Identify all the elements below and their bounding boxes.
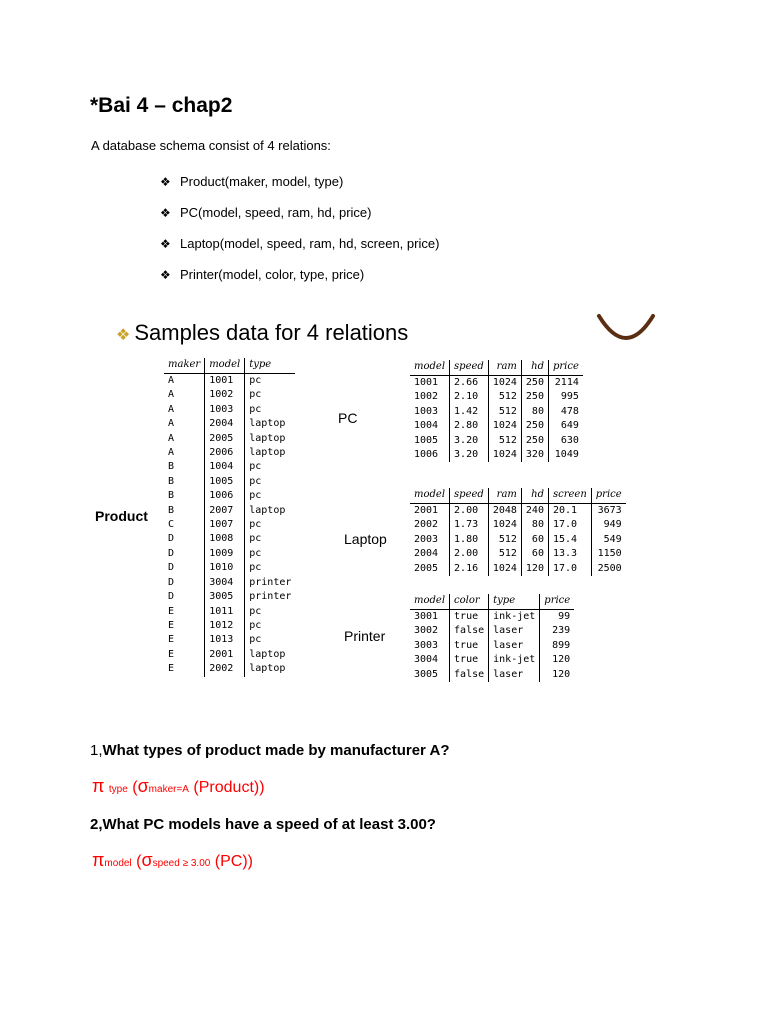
table-cell: 549 (603, 533, 622, 545)
table-row (164, 619, 295, 633)
table-cell: pc (249, 490, 262, 502)
list-item (160, 259, 439, 290)
table-cell: 949 (603, 519, 622, 531)
diamond-bullet-icon: ❖ (116, 327, 131, 344)
table-cell: pc (249, 605, 262, 617)
table-cell: 2005 (205, 432, 245, 446)
question-2 (90, 816, 436, 833)
table-cell: 2003 (410, 533, 450, 547)
table-cell: 649 (560, 420, 579, 432)
column-header: color (450, 594, 489, 610)
list-item (160, 228, 439, 259)
question-text: What types of product made by manufacturer A? (102, 742, 450, 759)
column-header: price (591, 488, 625, 504)
table-cell: 1007 (205, 518, 245, 532)
table-cell: pc (249, 389, 262, 401)
projection-attr: type (108, 784, 128, 795)
column-header: hd (521, 360, 548, 376)
table-cell: pc (249, 634, 262, 646)
laptop-table (410, 488, 626, 576)
table-cell: D (164, 532, 205, 546)
table-cell: 17.0 (548, 562, 591, 576)
table-cell: 2002 (205, 662, 245, 676)
table-row (410, 562, 626, 576)
relation-text: PC(model, speed, ram, hd, price) (180, 205, 372, 220)
table-cell: laser (489, 624, 540, 638)
table-cell: 1004 (205, 460, 245, 474)
table-cell: false (450, 624, 489, 638)
column-header: maker (164, 358, 205, 374)
table-cell: 2.80 (450, 419, 489, 433)
table-cell: 1002 (205, 388, 245, 402)
figure-title (116, 320, 408, 346)
table-cell: E (164, 662, 205, 676)
table-cell: laser (489, 639, 540, 653)
table-cell: 3005 (410, 668, 450, 682)
table-cell: 3005 (205, 590, 245, 604)
table-cell: pc (249, 375, 262, 386)
laptop-label: Laptop (344, 531, 387, 547)
column-header: model (410, 488, 450, 504)
table-row (410, 668, 574, 682)
table-cell: B (164, 460, 205, 474)
table-cell: 1004 (410, 419, 450, 433)
column-header: price (540, 594, 574, 610)
table-cell: pc (249, 533, 262, 545)
pc-table (410, 360, 583, 462)
table-cell: 2001 (205, 648, 245, 662)
table-cell: 2500 (597, 562, 622, 574)
table-cell: 2005 (410, 562, 450, 576)
table-cell: 2114 (554, 377, 579, 388)
table-cell: 1002 (410, 390, 450, 404)
table-row (164, 475, 295, 489)
pi-symbol: π (92, 776, 105, 796)
diamond-bullet-icon: ❖ (160, 205, 171, 220)
table-cell: A (164, 374, 205, 389)
table-cell: 60 (521, 533, 548, 547)
table-cell: 60 (521, 547, 548, 561)
table-cell: 1003 (205, 403, 245, 417)
relation-operand: (PC)) (210, 853, 253, 870)
table-row (410, 504, 626, 519)
sample-data-figure (90, 312, 670, 692)
sigma-symbol: σ (141, 850, 153, 870)
table-cell: 3004 (205, 576, 245, 590)
table-cell: C (164, 518, 205, 532)
table-cell: printer (249, 576, 292, 588)
table-cell: D (164, 547, 205, 561)
table-cell: laptop (249, 432, 286, 444)
table-cell: 2.16 (450, 562, 489, 576)
relation-list (160, 166, 439, 290)
answer-2 (92, 850, 253, 871)
table-header-row (410, 360, 583, 376)
table-cell: A (164, 388, 205, 402)
table-row (410, 547, 626, 561)
selection-condition: speed ≥ 3.00 (152, 858, 211, 869)
table-cell: 320 (521, 448, 548, 462)
printer-table (410, 594, 574, 682)
table-row (164, 532, 295, 546)
table-cell: pc (249, 547, 262, 559)
table-cell: 20.1 (548, 504, 591, 519)
projection-attr: model (104, 858, 132, 869)
table-cell: 240 (521, 504, 548, 519)
relation-operand: (Product)) (188, 779, 265, 796)
table-cell: pc (249, 475, 262, 487)
list-item (160, 166, 439, 197)
table-cell: 1006 (205, 489, 245, 503)
open-paren: ( (132, 779, 138, 796)
table-row (164, 590, 295, 604)
table-cell: ink-jet (489, 653, 540, 667)
table-cell: laptop (249, 447, 286, 459)
selection-condition: maker=A (148, 784, 189, 795)
table-cell: laptop (249, 663, 286, 675)
table-cell: 1024 (488, 419, 521, 433)
table-cell: 1006 (410, 448, 450, 462)
table-cell: 80 (521, 405, 548, 419)
table-row (164, 460, 295, 474)
table-cell: pc (249, 519, 262, 531)
table-row (410, 639, 574, 653)
table-row (410, 518, 626, 532)
table-cell: 120 (552, 654, 571, 666)
column-header: type (245, 358, 296, 374)
table-cell: false (450, 668, 489, 682)
table-cell: laptop (249, 418, 286, 430)
decorative-arc-icon (595, 312, 657, 344)
table-row (164, 633, 295, 647)
open-paren: ( (131, 853, 142, 870)
table-cell: 1001 (410, 376, 450, 391)
table-cell: laser (489, 668, 540, 682)
table-cell: A (164, 446, 205, 460)
table-cell: A (164, 403, 205, 417)
table-cell: 13.3 (548, 547, 591, 561)
table-cell: B (164, 504, 205, 518)
table-cell: E (164, 619, 205, 633)
table-cell: 512 (488, 533, 521, 547)
column-header: model (205, 358, 245, 374)
table-cell: 2007 (205, 504, 245, 518)
relation-text: Product(maker, model, type) (180, 174, 344, 189)
table-cell: A (164, 417, 205, 431)
table-cell: 1001 (205, 374, 245, 389)
table-cell: 1.73 (450, 518, 489, 532)
table-cell: 3673 (597, 505, 622, 516)
table-cell: 1013 (205, 633, 245, 647)
relation-text: Laptop(model, speed, ram, hd, screen, price) (180, 236, 440, 251)
table-cell: 1049 (554, 449, 579, 461)
column-header: screen (548, 488, 591, 504)
table-cell: 1024 (488, 562, 521, 576)
table-cell: true (450, 610, 489, 625)
table-cell: 250 (521, 434, 548, 448)
table-row (164, 374, 295, 389)
product-table (164, 358, 295, 677)
table-row (410, 419, 583, 433)
table-row (164, 547, 295, 561)
table-row (164, 648, 295, 662)
table-header-row (164, 358, 295, 374)
table-cell: D (164, 576, 205, 590)
table-cell: 120 (552, 668, 571, 680)
table-cell: E (164, 605, 205, 619)
table-cell: 995 (560, 391, 579, 403)
table-row (164, 518, 295, 532)
table-row (164, 504, 295, 518)
table-cell: 512 (488, 405, 521, 419)
table-cell: 1.42 (450, 405, 489, 419)
table-cell: 3001 (410, 610, 450, 625)
table-cell: 99 (558, 611, 571, 622)
table-cell: 239 (552, 625, 571, 637)
column-header: model (410, 360, 450, 376)
table-cell: D (164, 561, 205, 575)
question-number: 2, (90, 816, 103, 833)
answer-1 (92, 776, 265, 797)
table-cell: 2006 (205, 446, 245, 460)
table-cell: B (164, 475, 205, 489)
question-number: 1, (90, 742, 103, 759)
table-cell: 3003 (410, 639, 450, 653)
table-row (164, 576, 295, 590)
table-cell: E (164, 633, 205, 647)
relation-text: Printer(model, color, type, price) (180, 267, 365, 282)
table-cell: 2004 (410, 547, 450, 561)
table-cell: 1008 (205, 532, 245, 546)
table-cell: 1.80 (450, 533, 489, 547)
table-cell: 15.4 (548, 533, 591, 547)
table-cell: 250 (521, 419, 548, 433)
table-cell: 1009 (205, 547, 245, 561)
table-cell: pc (249, 403, 262, 415)
pc-label: PC (338, 410, 358, 426)
table-cell: 1003 (410, 405, 450, 419)
table-cell: pc (249, 562, 262, 574)
table-row (410, 448, 583, 462)
table-row (164, 561, 295, 575)
column-header: price (548, 360, 582, 376)
column-header: type (489, 594, 540, 610)
table-cell: 2004 (205, 417, 245, 431)
sigma-symbol: σ (137, 776, 149, 796)
table-cell: printer (249, 591, 292, 603)
table-cell: 1024 (488, 376, 521, 391)
table-cell: 512 (488, 547, 521, 561)
table-cell: 250 (521, 376, 548, 391)
table-cell: D (164, 590, 205, 604)
table-cell: 2048 (488, 504, 521, 519)
table-row (164, 489, 295, 503)
table-cell: 80 (521, 518, 548, 532)
table-cell: 2002 (410, 518, 450, 532)
table-cell: 3.20 (450, 448, 489, 462)
table-cell: 512 (488, 390, 521, 404)
table-cell: E (164, 648, 205, 662)
diamond-bullet-icon: ❖ (160, 267, 171, 282)
table-cell: 2.00 (450, 547, 489, 561)
column-header: ram (488, 360, 521, 376)
table-cell: 478 (560, 405, 579, 417)
table-cell: B (164, 489, 205, 503)
product-label: Product (95, 508, 148, 524)
table-cell: 1005 (205, 475, 245, 489)
table-cell: 1011 (205, 605, 245, 619)
table-cell: pc (249, 619, 262, 631)
diamond-bullet-icon: ❖ (160, 236, 171, 251)
question-1 (90, 742, 450, 759)
column-header: speed (450, 488, 489, 504)
table-cell: 1024 (488, 518, 521, 532)
table-cell: 2.66 (450, 376, 489, 391)
intro-text: A database schema consist of 4 relations: (91, 138, 331, 153)
table-cell: 3.20 (450, 434, 489, 448)
table-cell: 1005 (410, 434, 450, 448)
table-row (164, 417, 295, 431)
table-row (410, 533, 626, 547)
table-cell: 3004 (410, 653, 450, 667)
table-row (410, 653, 574, 667)
table-row (410, 624, 574, 638)
table-cell: true (450, 639, 489, 653)
table-cell: 512 (488, 434, 521, 448)
table-row (410, 390, 583, 404)
table-row (410, 610, 574, 625)
table-cell: 250 (521, 390, 548, 404)
printer-label: Printer (344, 628, 386, 644)
table-row (410, 405, 583, 419)
table-row (164, 388, 295, 402)
column-header: model (410, 594, 450, 610)
column-header: ram (488, 488, 521, 504)
table-row (164, 605, 295, 619)
table-cell: 3002 (410, 624, 450, 638)
column-header: hd (521, 488, 548, 504)
table-row (164, 662, 295, 676)
table-cell: 2.00 (450, 504, 489, 519)
table-cell: 630 (560, 434, 579, 446)
table-header-row (410, 488, 626, 504)
table-cell: 17.0 (548, 518, 591, 532)
table-row (164, 403, 295, 417)
table-cell: laptop (249, 648, 286, 660)
table-cell: A (164, 432, 205, 446)
table-row (164, 432, 295, 446)
table-cell: true (450, 653, 489, 667)
table-row (164, 446, 295, 460)
figure-title-text: Samples data for 4 relations (134, 320, 409, 345)
question-text: What PC models have a speed of at least 3.00? (102, 816, 436, 833)
table-cell: laptop (249, 504, 286, 516)
table-cell: 1024 (488, 448, 521, 462)
pi-symbol: π (92, 850, 105, 870)
list-item (160, 197, 439, 228)
table-cell: 899 (552, 639, 571, 651)
page-title: *Bai 4 – chap2 (90, 94, 233, 117)
table-row (410, 434, 583, 448)
table-cell: 2001 (410, 504, 450, 519)
table-cell: 2.10 (450, 390, 489, 404)
diamond-bullet-icon: ❖ (160, 174, 171, 189)
table-cell: 1150 (597, 548, 622, 560)
table-row (410, 376, 583, 391)
table-cell: 120 (521, 562, 548, 576)
table-cell: ink-jet (489, 610, 540, 625)
table-header-row (410, 594, 574, 610)
table-cell: 1012 (205, 619, 245, 633)
table-cell: pc (249, 461, 262, 473)
table-cell: 1010 (205, 561, 245, 575)
column-header: speed (450, 360, 489, 376)
